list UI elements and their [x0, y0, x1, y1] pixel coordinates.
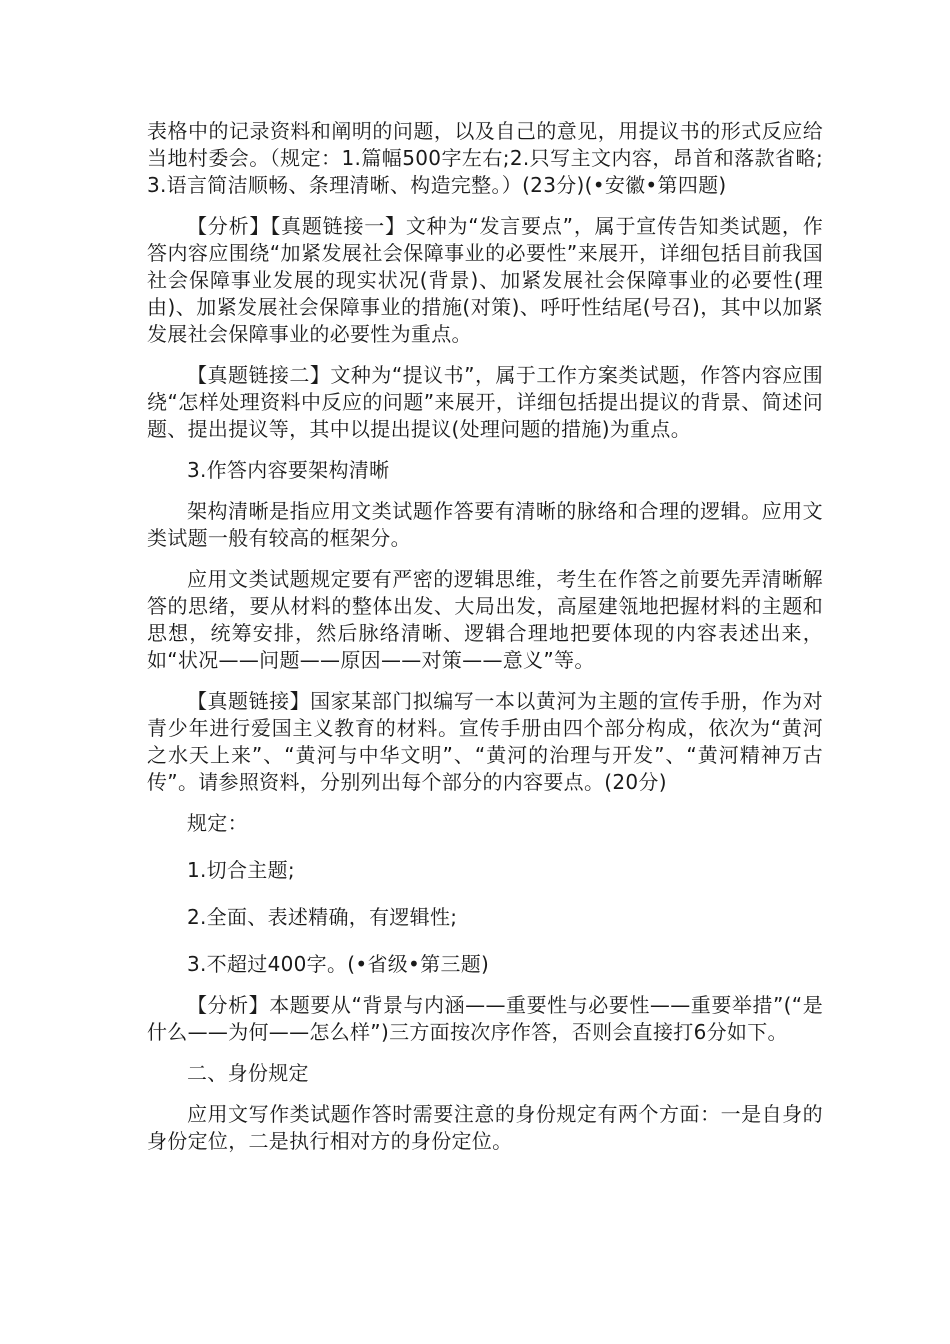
paragraph-logic-requirement: 应用文类试题规定要有严密的逻辑思维，考生在作答之前要先弄清晰解答的思绪，要从材料的整体出发、大局出发，高屋建瓴地把握材料的主题和思想，统筹安排，然后脉络清晰、逻辑合理地把要体现的内容表述出来，如“状况——问题——原因——对策——意义”等。: [147, 567, 823, 672]
paragraph-identity-requirement: 应用文写作类试题作答时需要注意的身份规定有两个方面：一是自身的身份定位，二是执行相对方的身份定位。: [147, 1102, 823, 1153]
paragraph-structure-definition: 架构清晰是指应用文类试题作答要有清晰的脉络和合理的逻辑。应用文类试题一般有较高的框架分。: [147, 499, 823, 550]
requirement-item-3: 3.不超过400字。(•省级•第三题): [187, 952, 490, 976]
section-heading-structure: 3.作答内容要架构清晰: [187, 458, 390, 482]
section-heading-identity: 二、身份规定: [187, 1061, 309, 1085]
document-body: [147, 118, 823, 1169]
paragraph-task-continuation: 表格中的记录资料和阐明的问题，以及自己的意见，用提议书的形式反应给当地村委会。（规定：1.篇幅500字左右;2.只写主文内容，昂首和落款省略;3.语言简洁顺畅、条理清晰、构造完整。）(23分)(•安徽•第四题): [147, 119, 823, 197]
paragraph-analysis-yellow-river: 【分析】本题要从“背景与内涵——重要性与必要性——重要举措”(“是什么——为何——怎么样”)三方面按次序作答，否则会直接打6分如下。: [147, 993, 823, 1044]
requirement-item-2: 2.全面、表述精确，有逻辑性;: [187, 905, 458, 929]
paragraph-yellow-river-task: 【真题链接】国家某部门拟编写一本以黄河为主题的宣传手册，作为对青少年进行爱国主义教育的材料。宣传手册由四个部分构成，依次为“黄河之水天上来”、“黄河与中华文明”、“黄河的治理与开发”、“黄河精神万古传”。请参照资料，分别列出每个部分的内容要点。(20分): [147, 689, 823, 794]
paragraph-requirements-label: 规定：: [187, 811, 248, 835]
paragraph-analysis-link-one: 【分析】【真题链接一】文种为“发言要点”，属于宣传告知类试题，作答内容应围绕“加紧发展社会保障事业的必要性”来展开，详细包括目前我国社会保障事业发展的现实状况(背景)、加紧发展社会保障事业的必要性(理由)、加紧发展社会保障事业的措施(对策)、呼吁性结尾(号召)，其中以加紧发展社会保障事业的必要性为重点。: [147, 214, 823, 346]
requirement-item-1: 1.切合主题;: [187, 858, 295, 882]
paragraph-analysis-link-two: 【真题链接二】文种为“提议书”，属于工作方案类试题，作答内容应围绕“怎样处理资料中反应的问题”来展开，详细包括提出提议的背景、简述问题、提出提议等，其中以提出提议(处理问题的措施)为重点。: [147, 363, 823, 441]
